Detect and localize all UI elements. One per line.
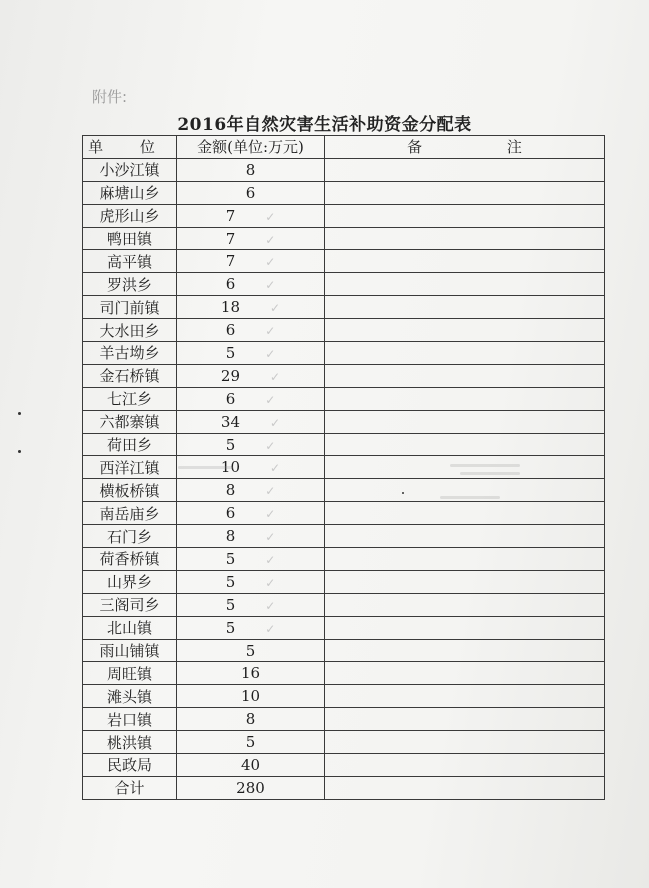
- remarks-cell: [325, 273, 605, 296]
- unit-cell: 滩头镇: [83, 685, 177, 708]
- pencil-check-icon: ✓: [265, 438, 276, 453]
- amount-value: 5: [225, 343, 236, 362]
- unit-cell: 民政局: [83, 754, 177, 777]
- remarks-cell: [325, 364, 605, 387]
- pencil-smudge: [178, 466, 233, 469]
- amount-cell: [177, 570, 325, 593]
- remarks-cell: [325, 776, 605, 799]
- remarks-cell: [325, 754, 605, 777]
- amount-value: 6: [245, 183, 256, 202]
- amount-cell: [177, 593, 325, 616]
- pencil-check-icon: ✓: [265, 346, 276, 361]
- amount-value: 6: [225, 504, 236, 523]
- table-row: [83, 685, 605, 708]
- table-row: [83, 639, 605, 662]
- table-row: [83, 364, 605, 387]
- unit-cell: 三阁司乡: [83, 593, 177, 616]
- remarks-cell: [325, 525, 605, 548]
- table-row: [83, 456, 605, 479]
- table-row: [83, 731, 605, 754]
- paper-speck: [18, 412, 21, 415]
- unit-cell: 南岳庙乡: [83, 502, 177, 525]
- table-row: [83, 250, 605, 273]
- amount-cell: [177, 685, 325, 708]
- unit-cell: 山界乡: [83, 570, 177, 593]
- unit-cell: 合计: [83, 776, 177, 799]
- table-row: [83, 479, 605, 502]
- amount-cell: [177, 502, 325, 525]
- allocation-table: [82, 135, 605, 800]
- amount-value: 6: [225, 389, 236, 408]
- unit-cell: 横板桥镇: [83, 479, 177, 502]
- pencil-check-icon: ✓: [265, 484, 276, 499]
- table-row: [83, 181, 605, 204]
- amount-value: 10: [220, 458, 241, 477]
- unit-cell: 石门乡: [83, 525, 177, 548]
- table-row: [83, 548, 605, 571]
- table-row: [83, 502, 605, 525]
- pencil-check-icon: ✓: [265, 324, 276, 339]
- amount-value: 8: [225, 527, 236, 546]
- remarks-cell: [325, 685, 605, 708]
- amount-cell: [177, 433, 325, 456]
- remarks-cell: [325, 502, 605, 525]
- remarks-cell: [325, 662, 605, 685]
- pencil-check-icon: ✓: [270, 369, 281, 384]
- remarks-cell: [325, 387, 605, 410]
- remarks-cell: [325, 296, 605, 319]
- amount-cell: [177, 364, 325, 387]
- table-row: [83, 593, 605, 616]
- amount-value: 7: [225, 229, 236, 248]
- amount-cell: [177, 662, 325, 685]
- amount-value: 5: [225, 549, 236, 568]
- unit-cell: 司门前镇: [83, 296, 177, 319]
- table-row: [83, 342, 605, 365]
- amount-value: 5: [245, 733, 256, 752]
- remarks-cell: [325, 319, 605, 342]
- amount-cell: [177, 708, 325, 731]
- pencil-check-icon: ✓: [265, 507, 276, 522]
- amount-value: 10: [240, 687, 261, 706]
- amount-value: 29: [220, 366, 241, 385]
- amount-cell: [177, 776, 325, 799]
- header-amount: 金额(单位:万元): [177, 136, 325, 159]
- remarks-cell: [325, 250, 605, 273]
- amount-cell: [177, 548, 325, 571]
- table-row: [83, 227, 605, 250]
- attachment-label: 附件:: [92, 88, 128, 106]
- remarks-cell: [325, 204, 605, 227]
- amount-cell: [177, 387, 325, 410]
- amount-cell: [177, 616, 325, 639]
- amount-value: 5: [225, 618, 236, 637]
- table-row: [83, 570, 605, 593]
- amount-cell: [177, 319, 325, 342]
- pencil-check-icon: ✓: [265, 232, 276, 247]
- table-header-row: [83, 136, 605, 159]
- table-row: [83, 296, 605, 319]
- pencil-check-icon: ✓: [270, 461, 281, 476]
- remarks-cell: [325, 342, 605, 365]
- remarks-cell: [325, 227, 605, 250]
- unit-cell: 岩口镇: [83, 708, 177, 731]
- table-row: [83, 433, 605, 456]
- amount-value: 280: [236, 778, 265, 797]
- remarks-cell: [325, 181, 605, 204]
- pencil-check-icon: ✓: [265, 209, 276, 224]
- pencil-smudge: [440, 496, 500, 499]
- remarks-cell: [325, 731, 605, 754]
- pencil-check-icon: ✓: [265, 598, 276, 613]
- table-row: [83, 319, 605, 342]
- amount-value: 8: [245, 160, 256, 179]
- document-title: 2016年自然灾害生活补助资金分配表: [177, 115, 472, 135]
- amount-value: 18: [220, 298, 241, 317]
- amount-value: 8: [245, 710, 256, 729]
- unit-cell: 高平镇: [83, 250, 177, 273]
- pencil-check-icon: ✓: [265, 392, 276, 407]
- pencil-check-icon: ✓: [265, 530, 276, 545]
- table-row: [83, 754, 605, 777]
- amount-value: 7: [225, 252, 236, 271]
- table-row: [83, 410, 605, 433]
- pencil-smudge: [450, 464, 520, 467]
- table-row: [83, 204, 605, 227]
- unit-cell: 虎形山乡: [83, 204, 177, 227]
- table-row: [83, 273, 605, 296]
- unit-cell: 大水田乡: [83, 319, 177, 342]
- unit-cell: 雨山铺镇: [83, 639, 177, 662]
- pencil-check-icon: ✓: [270, 415, 281, 430]
- table-row: [83, 662, 605, 685]
- remarks-cell: [325, 433, 605, 456]
- unit-cell: 金石桥镇: [83, 364, 177, 387]
- amount-value: 5: [225, 595, 236, 614]
- amount-value: 5: [225, 572, 236, 591]
- header-remarks: 备 注: [325, 136, 605, 159]
- table-row: [83, 387, 605, 410]
- pencil-check-icon: ✓: [265, 255, 276, 270]
- pencil-check-icon: ✓: [265, 552, 276, 567]
- unit-cell: 麻塘山乡: [83, 181, 177, 204]
- amount-cell: [177, 731, 325, 754]
- table-body: [83, 158, 605, 799]
- paper-speck: [402, 492, 404, 494]
- unit-cell: 北山镇: [83, 616, 177, 639]
- unit-cell: 罗洪乡: [83, 273, 177, 296]
- amount-cell: [177, 250, 325, 273]
- remarks-cell: [325, 593, 605, 616]
- amount-cell: [177, 479, 325, 502]
- amount-value: 8: [225, 481, 236, 500]
- amount-cell: [177, 227, 325, 250]
- amount-value: 6: [225, 321, 236, 340]
- table-row: [83, 776, 605, 799]
- pencil-check-icon: ✓: [265, 575, 276, 590]
- header-unit: 单 位: [83, 136, 177, 159]
- unit-cell: 桃洪镇: [83, 731, 177, 754]
- amount-cell: [177, 158, 325, 181]
- amount-cell: [177, 410, 325, 433]
- pencil-check-icon: ✓: [265, 278, 276, 293]
- table-row: [83, 158, 605, 181]
- amount-cell: [177, 342, 325, 365]
- pencil-check-icon: ✓: [270, 301, 281, 316]
- table-row: [83, 616, 605, 639]
- unit-cell: 荷田乡: [83, 433, 177, 456]
- amount-cell: [177, 639, 325, 662]
- amount-value: 5: [225, 435, 236, 454]
- amount-cell: [177, 204, 325, 227]
- remarks-cell: [325, 410, 605, 433]
- amount-cell: [177, 181, 325, 204]
- pencil-smudge: [460, 472, 520, 475]
- unit-cell: 荷香桥镇: [83, 548, 177, 571]
- amount-value: 34: [220, 412, 241, 431]
- amount-value: 6: [225, 275, 236, 294]
- amount-value: 5: [245, 641, 256, 660]
- paper-speck: [18, 450, 21, 453]
- remarks-cell: [325, 456, 605, 479]
- unit-cell: 鸭田镇: [83, 227, 177, 250]
- amount-cell: [177, 525, 325, 548]
- amount-cell: [177, 754, 325, 777]
- pencil-check-icon: ✓: [265, 621, 276, 636]
- amount-value: 40: [240, 755, 261, 774]
- remarks-cell: [325, 158, 605, 181]
- amount-cell: [177, 273, 325, 296]
- remarks-cell: [325, 708, 605, 731]
- remarks-cell: [325, 570, 605, 593]
- table-row: [83, 525, 605, 548]
- remarks-cell: [325, 639, 605, 662]
- table-row: [83, 708, 605, 731]
- unit-cell: 周旺镇: [83, 662, 177, 685]
- unit-cell: 西洋江镇: [83, 456, 177, 479]
- amount-cell: [177, 296, 325, 319]
- unit-cell: 羊古坳乡: [83, 342, 177, 365]
- unit-cell: 小沙江镇: [83, 158, 177, 181]
- amount-value: 16: [240, 664, 261, 683]
- unit-cell: 六都寨镇: [83, 410, 177, 433]
- remarks-cell: [325, 548, 605, 571]
- amount-value: 7: [225, 206, 236, 225]
- remarks-cell: [325, 616, 605, 639]
- unit-cell: 七江乡: [83, 387, 177, 410]
